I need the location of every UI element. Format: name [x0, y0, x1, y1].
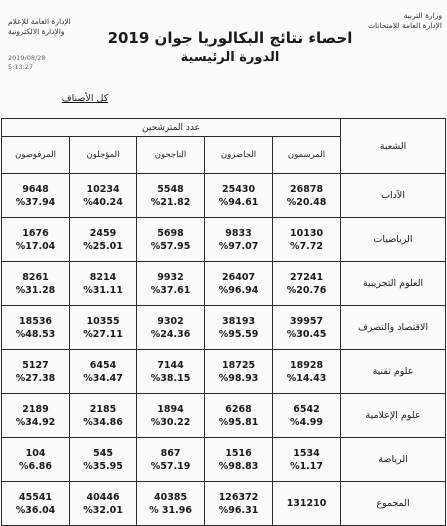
specialty-header: الشعبة [341, 119, 446, 174]
cell-deferred [70, 262, 137, 306]
col-deferred: المؤجلون [70, 137, 137, 174]
cell-count: 9648 [22, 183, 49, 195]
row-specialty: العلوم التجريبية [341, 262, 446, 306]
cell-percent: %24.36 [150, 328, 191, 340]
cell-count: 2459 [89, 227, 117, 239]
cell-registered [273, 350, 341, 394]
col-registered: المرسمون [273, 137, 341, 174]
cell-count: 25430 [222, 183, 256, 195]
cell-count: 45541 [18, 491, 53, 503]
cell-percent: %37.61 [150, 284, 191, 296]
cell-count: 26407 [222, 271, 256, 283]
cell-count: 10234 [86, 183, 120, 195]
row-specialty: علوم الإعلامية [341, 394, 446, 438]
cell-count: 10130 [290, 227, 324, 239]
cell-passed [137, 262, 205, 306]
ministry-line: وزارة التربية [403, 11, 442, 20]
cell-count: 126372 [218, 491, 259, 503]
cell-percent: %1.17 [290, 460, 324, 472]
page-subtitle: الدورة الرئيسية [180, 50, 280, 65]
table-row [2, 394, 446, 438]
cell-deferred [70, 482, 137, 526]
table-row [2, 174, 446, 218]
cell-count: 131210 [286, 498, 327, 509]
cell-percent: %96.94 [218, 284, 259, 296]
table-row [2, 306, 446, 350]
cell-count: 5127 [22, 359, 49, 371]
cell-percent: %17.04 [15, 240, 56, 252]
table-row [2, 262, 446, 306]
cell-registered [273, 482, 341, 526]
cell-count: 8214 [89, 271, 117, 283]
cell-failed [2, 482, 70, 526]
candidates-group-header: عدد المترشحين [2, 119, 341, 137]
cell-count: 18928 [290, 359, 324, 371]
cell-percent: %14.43 [286, 372, 327, 384]
cell-deferred [70, 350, 137, 394]
cell-percent: %4.99 [290, 416, 324, 428]
cell-percent: %27.11 [83, 328, 123, 340]
cell-percent: %30.45 [286, 328, 327, 340]
cell-percent: %32.01 [83, 504, 123, 516]
col-passed: الناجحون [137, 137, 205, 174]
cell-percent: %38.15 [150, 372, 191, 384]
cell-present [205, 174, 273, 218]
cell-failed [2, 438, 70, 482]
cell-count: 9302 [157, 315, 184, 327]
cell-deferred [70, 174, 137, 218]
col-present: الحاضرون [205, 137, 273, 174]
cell-present [205, 262, 273, 306]
cell-count: 39957 [290, 315, 324, 327]
cell-present [205, 218, 273, 262]
cell-failed [2, 174, 70, 218]
cell-count: 9932 [157, 271, 184, 283]
cell-percent: %34.92 [15, 416, 56, 428]
cell-passed [137, 394, 205, 438]
cell-percent: %37.94 [15, 196, 56, 208]
cell-count: 18725 [222, 359, 256, 371]
cell-count: 545 [93, 447, 113, 459]
cell-count: 9833 [225, 227, 252, 239]
cell-passed [137, 482, 205, 526]
row-specialty: المجموع [341, 482, 446, 526]
cell-count: 6454 [89, 359, 117, 371]
cell-count: 8261 [22, 271, 49, 283]
cell-count: 2185 [89, 403, 117, 415]
cell-percent: %94.61 [218, 196, 259, 208]
row-specialty: الاقتصاد والتصرف [341, 306, 446, 350]
row-specialty: علوم تقنية [341, 350, 446, 394]
cell-percent: %25.01 [83, 240, 123, 252]
cell-failed [2, 262, 70, 306]
cell-count: 1676 [22, 227, 49, 239]
cell-count: 5698 [157, 227, 184, 239]
cell-count: 40446 [86, 491, 120, 503]
cell-failed [2, 306, 70, 350]
cell-count: 10355 [86, 315, 120, 327]
table-body [2, 174, 446, 526]
cell-percent: %31.11 [83, 284, 123, 296]
cell-count: 1894 [157, 403, 184, 415]
print-time: 5:13:27 [8, 63, 34, 71]
cell-present [205, 306, 273, 350]
cell-present [205, 438, 273, 482]
cell-count: 1534 [293, 447, 320, 459]
cell-failed [2, 218, 70, 262]
cell-passed [137, 306, 205, 350]
it-line-2: والإدارة الالكترونية [8, 27, 65, 36]
cell-percent: %34.47 [83, 372, 123, 384]
cell-count: 6268 [225, 403, 252, 415]
cell-count: 104 [25, 447, 46, 459]
cell-percent: %98.93 [218, 372, 259, 384]
print-date: 2019/08/28 [8, 54, 46, 62]
cell-registered [273, 262, 341, 306]
cell-count: 7144 [157, 359, 184, 371]
cell-percent: %40.24 [83, 196, 123, 208]
cell-percent: %6.86 [19, 460, 52, 472]
cell-deferred [70, 306, 137, 350]
cell-percent: %95.59 [218, 328, 259, 340]
cell-percent: %57.95 [150, 240, 191, 252]
cell-count: 1516 [225, 447, 252, 459]
cell-count: 6542 [293, 403, 320, 415]
cell-registered [273, 218, 341, 262]
cell-percent: %97.07 [218, 240, 259, 252]
cell-count: 2189 [22, 403, 49, 415]
it-line-1: الإدارة العامة للإعلام [8, 17, 71, 26]
cell-percent: %57.19 [150, 460, 191, 472]
ministry-header [364, 11, 442, 31]
cell-count: 27241 [290, 271, 324, 283]
cell-deferred [70, 394, 137, 438]
cell-present [205, 394, 273, 438]
cell-percent: %30.22 [150, 416, 191, 428]
cell-passed [137, 350, 205, 394]
row-specialty: الآداب [341, 174, 446, 218]
cell-count: 18536 [18, 315, 53, 327]
cell-percent: %98.83 [218, 460, 259, 472]
table-row [2, 350, 446, 394]
cell-passed [137, 218, 205, 262]
col-failed: المرفوضون [2, 137, 70, 174]
cell-count: 26878 [290, 183, 324, 195]
cell-percent: %21.82 [150, 196, 191, 208]
cell-registered [273, 306, 341, 350]
cell-present [205, 482, 273, 526]
cell-deferred [70, 438, 137, 482]
cell-count: 867 [160, 447, 181, 459]
directorate-line: الإدارة العامة للامتحانات [367, 21, 442, 30]
table-row [2, 218, 446, 262]
row-specialty: الرياضة [341, 438, 446, 482]
print-stamp [8, 54, 45, 72]
cell-percent: %31.28 [15, 284, 56, 296]
cell-failed [2, 394, 70, 438]
cell-passed [137, 174, 205, 218]
cell-percent: %27.38 [15, 372, 56, 384]
cell-failed [2, 350, 70, 394]
cell-registered [273, 174, 341, 218]
cell-percent: % 31.96 [149, 504, 192, 516]
row-specialty: الرياضيات [341, 218, 446, 262]
cell-count: 40385 [154, 491, 188, 503]
cell-deferred [70, 218, 137, 262]
cell-count: 5548 [157, 183, 184, 195]
cell-count: 38193 [222, 315, 256, 327]
cell-passed [137, 438, 205, 482]
cell-present [205, 350, 273, 394]
results-table [1, 118, 446, 526]
cell-percent: %48.53 [15, 328, 56, 340]
page-title: احصاء نتائج البكالوريا جوان 2019 [107, 29, 353, 47]
cell-percent: %34.86 [83, 416, 123, 428]
cell-percent: %7.72 [290, 240, 324, 252]
table-row [2, 482, 446, 526]
cell-registered [273, 394, 341, 438]
cell-percent: %20.76 [286, 284, 327, 296]
table-row [2, 438, 446, 482]
cell-percent: %36.04 [15, 504, 56, 516]
cell-percent: %35.95 [83, 460, 123, 472]
cell-percent: %95.81 [218, 416, 259, 428]
cell-registered [273, 438, 341, 482]
cell-percent: %20.48 [286, 196, 327, 208]
cell-percent: %96.31 [218, 504, 259, 516]
all-categories-label: كل الأصناف [61, 93, 109, 104]
